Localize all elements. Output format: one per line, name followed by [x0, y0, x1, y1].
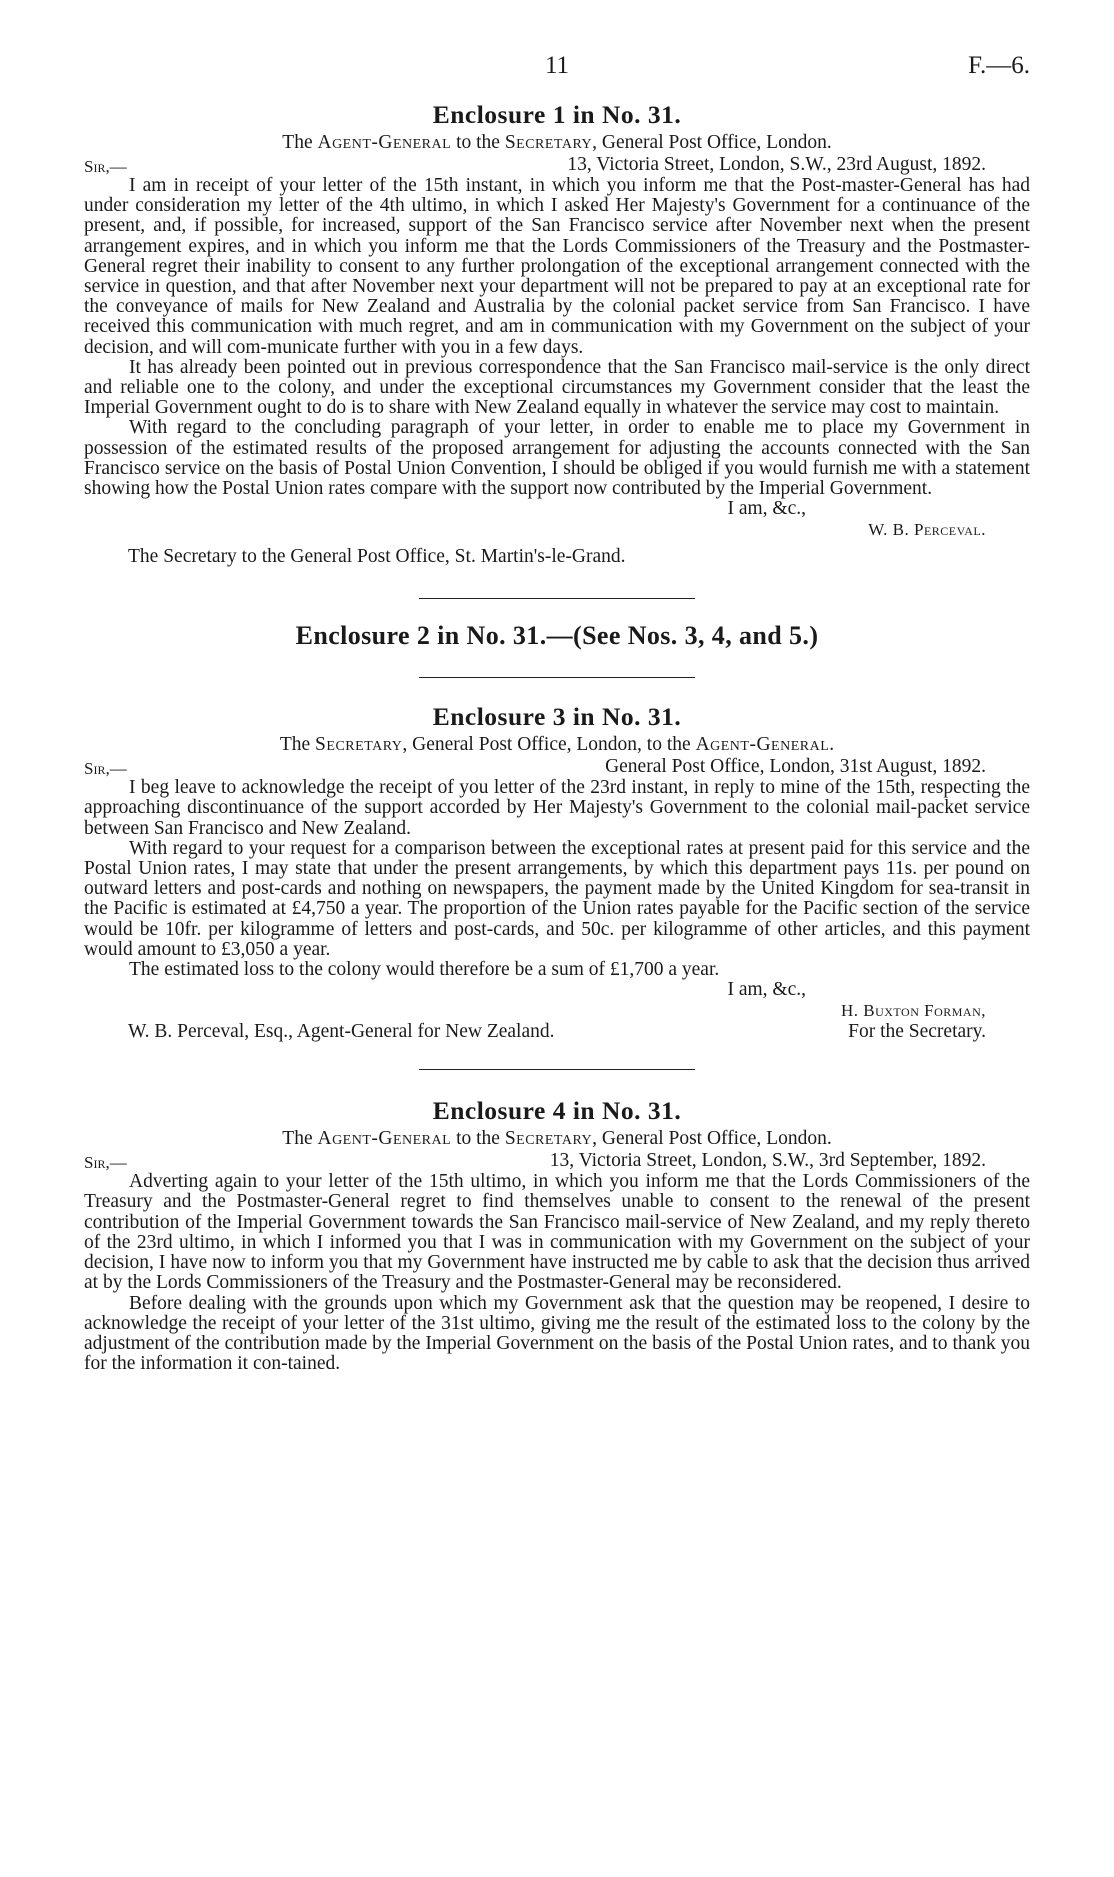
sender-address: 13, Victoria Street, London, S.W., 3rd September, 1892. [549, 1150, 986, 1172]
from-pre: The [282, 1128, 318, 1150]
from-mid: , General Post Office, London, to the [402, 734, 696, 756]
from-pre: The [279, 734, 316, 756]
addressee: W. B. Perceval, Esq., Agent-General for New Zealand. [128, 1021, 555, 1043]
signature-block [84, 980, 1030, 1021]
signature-block [84, 499, 1030, 540]
from-pre: The [282, 132, 318, 153]
salutation: Sir,— [84, 157, 127, 176]
addressee-row [84, 1021, 1030, 1043]
salutation: Sir,— [84, 759, 127, 779]
from-mid: to the [451, 132, 505, 153]
from-post: . [829, 734, 835, 756]
signature-name: W. B. Perceval. [868, 519, 986, 539]
paragraph: The estimated loss to the colony would therefore be a sum of £1,700 a year. [129, 959, 720, 981]
paragraph: Adverting again to your letter of the 15th ultimo, in which you inform me that the Lords Commissioners of the Treasury and the Postmaster-General regret to find themselves unable to consent to the renewal of the present contribution of the Imperial Government towards the San Francisco mail-service of New Zealand, and my reply thereto of the 23rd ultimo, in which I informed you that I was in communication with my Government on the subject of your decision, I have now to inform you that my Government have instructed me by cable to ask that the decision thus arrived at by the Lords Commissioners of the Treasury and the Postmaster-General may be reconsidered. [84, 1171, 1030, 1294]
signature [84, 1001, 1030, 1022]
enclosure-3-address-line [84, 756, 1030, 778]
enclosure-3-title: Enclosure 3 in No. 31. [432, 702, 682, 732]
enclosure-2-title: Enclosure 2 in No. 31.—(See Nos. 3, 4, and 5.) [295, 621, 819, 651]
enclosure-4-address-line [84, 1150, 1030, 1172]
enclosure-4-from-to [84, 1128, 1030, 1150]
enclosure-4 [84, 1096, 1030, 1374]
document-page [84, 52, 1030, 1862]
enclosure-3 [84, 702, 1030, 1043]
addressee: The Secretary to the General Post Office, St. Martin's-le-Grand. [128, 546, 626, 568]
enclosure-1 [84, 100, 1030, 568]
enclosure-1-from-to [84, 132, 1030, 154]
closing: I am, &c., [727, 979, 806, 1001]
salutation: Sir,— [84, 1153, 127, 1173]
signature-role: For the Secretary. [848, 1021, 986, 1043]
paragraph: With regard to the concluding paragraph of your letter, in order to enable me to place my Government in possession of the estimated results of the proposed arrangement for adjusting the accounts connected with the San Francisco service on the basis of Postal Union Convention, I should be obliged if you would furnish me with a statement showing how the Postal Union rates compare with the support now contributed by the Imperial Government. [84, 417, 1030, 500]
from-post: , General Post Office, London. [592, 1128, 832, 1150]
enclosure-1-address-line [84, 154, 1030, 176]
signature [84, 520, 1030, 541]
from-name: Agent-General [317, 1128, 452, 1150]
paragraph: It has already been pointed out in previous correspondence that the San Francisco mail-service is the only direct and reliable one to the colony, and under the exceptional circumstances my Government consider that the least the Imperial Government ought to do is to share with New Zealand equally in whatever the service may cost to maintain. [84, 356, 1030, 419]
page-reference: F.—6. [968, 52, 1030, 79]
from-name: Secretary [315, 734, 403, 756]
enclosure-4-title: Enclosure 4 in No. 31. [432, 1096, 682, 1126]
closing: I am, &c., [727, 498, 806, 520]
paragraph: I am in receipt of your letter of the 15th instant, in which you inform me that the Post-master-General has had under consideration my letter of the 4th ultimo, in which I asked Her Majesty's Government for a continuance of the present, and, if possible, for increased, support of the San Francisco service after November next when the present arrangement expires, and in which you inform me that the Lords Commissioners of the Treasury and the Postmaster-General regret their inability to consent to any further prolongation of the exceptional arrangement connected with the service in question, and that after November next your department will not be prepared to pay at an exceptional rate for the conveyance of mails for New Zealand and Australia by the colonial packet service from San Francisco. I have received this communication with much regret, and am in communication with my Government on the subject of your decision, and will com-municate further with you in a few days. [84, 175, 1030, 358]
to-name: Secretary [504, 1128, 593, 1150]
sender-address: General Post Office, London, 31st August, 1892. [605, 756, 986, 778]
sender-address: 13, Victoria Street, London, S.W., 23rd August, 1892. [567, 154, 986, 175]
paragraph: Before dealing with the grounds upon which my Government ask that the question may be reopened, I desire to acknowledge the receipt of your letter of the 31st ultimo, giving me the result of the estimated loss to the colony by the adjustment of the contribution made by the Imperial Government on the basis of the Postal Union rates, and to thank you for the information it con-tained. [84, 1292, 1030, 1375]
enclosure-1-title: Enclosure 1 in No. 31. [432, 100, 682, 129]
page-header [84, 52, 1030, 100]
paragraph: With regard to your request for a comparison between the exceptional rates at present paid for this service and the Postal Union rates, I may state that under the present arrangements, by which this department pays 11s. per pound on outward letters and post-cards and nothing on newspapers, the payment made by the United Kingdom for sea-transit in the Pacific is estimated at £4,750 a year. The proportion of the Union rates payable for the Pacific section of the service would be 10fr. per kilogramme of letters and post-cards, and 50c. per kilogramme of other articles, and this payment would amount to £3,050 a year. [84, 837, 1030, 960]
signature-name: H. Buxton Forman, [840, 1000, 986, 1020]
paragraph: I beg leave to acknowledge the receipt of you letter of the 23rd instant, in reply to mine of the 15th, respecting the approaching discontinuance of the support accorded by Her Majesty's Government to the colonial mail-packet service between San Francisco and New Zealand. [84, 777, 1030, 839]
enclosure-3-from-to [84, 734, 1030, 756]
from-mid: to the [451, 1128, 505, 1150]
page-number: 11 [544, 52, 570, 79]
from-name: Agent-General [317, 132, 452, 153]
to-name: Agent-General [695, 734, 830, 756]
to-name: Secretary [504, 132, 593, 153]
from-post: , General Post Office, London. [592, 132, 832, 153]
